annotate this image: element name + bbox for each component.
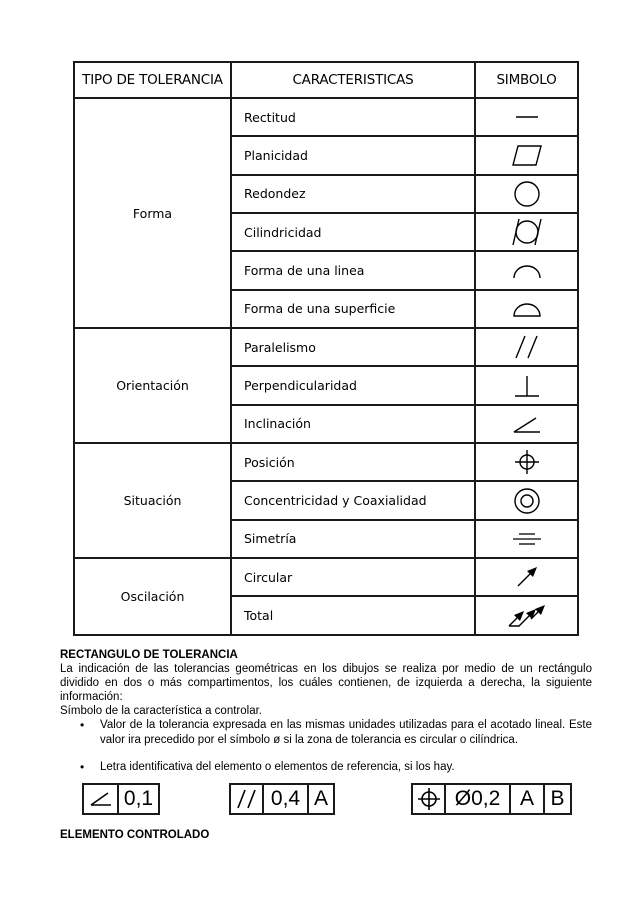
characteristic-cell: Posición bbox=[231, 443, 475, 481]
table-header-row bbox=[74, 62, 578, 98]
concentricity-icon bbox=[512, 486, 542, 516]
line-profile-icon bbox=[510, 261, 544, 281]
characteristic-cell: Forma de una superficie bbox=[231, 290, 475, 328]
angularity-icon bbox=[510, 412, 544, 436]
circular-runout-icon bbox=[512, 562, 542, 592]
header-symbol: SIMBOLO bbox=[475, 62, 578, 98]
characteristic-cell: Concentricidad y Coaxialidad bbox=[231, 481, 475, 519]
characteristic-cell: Planicidad bbox=[231, 136, 475, 174]
tolerance-value: 0,4 bbox=[264, 785, 309, 813]
total-runout-icon bbox=[505, 601, 549, 631]
circularity-icon bbox=[512, 179, 542, 209]
characteristic-cell: Paralelismo bbox=[231, 328, 475, 366]
cylindricity-icon bbox=[509, 216, 545, 248]
section-title: RECTANGULO DE TOLERANCIA bbox=[60, 649, 238, 661]
group-oscilacion: Oscilación bbox=[74, 558, 231, 635]
table-row bbox=[74, 98, 578, 136]
characteristic-cell: Inclinación bbox=[231, 405, 475, 443]
bullet-dot: • bbox=[80, 760, 85, 774]
position-icon bbox=[512, 447, 542, 477]
perpendicularity-icon bbox=[511, 372, 543, 400]
table-row bbox=[74, 558, 578, 596]
tolerance-frame bbox=[229, 783, 335, 815]
datum-reference: B bbox=[550, 787, 565, 810]
characteristic-cell: Perpendicularidad bbox=[231, 366, 475, 404]
group-forma: Forma bbox=[74, 98, 231, 328]
intro-paragraph: La indicación de las tolerancias geométricas en los dibujos se realiza por medio de un rectángulo dividido en dos o más compartimentos, los cuáles contienen, de izquierda a derecha, la siguiente información: bbox=[60, 663, 592, 703]
bullet-item: Letra identificativa del elemento o elementos de referencia, si los hay. bbox=[100, 761, 455, 773]
next-section-title: ELEMENTO CONTROLADO bbox=[60, 829, 210, 841]
table-row bbox=[74, 443, 578, 481]
angularity-icon bbox=[88, 789, 114, 809]
characteristic-cell: Cilindricidad bbox=[231, 213, 475, 251]
characteristic-cell: Rectitud bbox=[231, 98, 475, 136]
header-type: TIPO DE TOLERANCIA bbox=[74, 62, 231, 98]
datum-reference: A bbox=[313, 787, 328, 810]
tolerance-frame bbox=[411, 783, 572, 815]
flatness-icon bbox=[509, 143, 545, 169]
characteristic-cell: Forma de una linea bbox=[231, 251, 475, 289]
header-characteristic: CARACTERISTICAS bbox=[231, 62, 475, 98]
bullet-dot: • bbox=[80, 718, 85, 732]
group-orientacion: Orientación bbox=[74, 328, 231, 443]
table-row bbox=[74, 328, 578, 366]
characteristic-cell: Simetría bbox=[231, 520, 475, 558]
tolerance-table bbox=[73, 61, 579, 636]
bullet-item: Valor de la tolerancia expresada en las mismas unidades utilizadas para el acotado lineal. Este valor ira precedido por el símbolo ø si la zona de tolerancia es circular o cilíndrica. bbox=[100, 719, 592, 746]
parallelism-icon bbox=[235, 788, 259, 810]
characteristic-cell: Circular bbox=[231, 558, 475, 596]
tolerance-value: 0,1 bbox=[123, 787, 154, 810]
parallelism-icon bbox=[511, 333, 543, 361]
datum-reference: A bbox=[511, 785, 545, 813]
surface-profile-icon bbox=[510, 299, 544, 319]
tolerance-value: Ø0,2 bbox=[446, 785, 511, 813]
group-situacion: Situación bbox=[74, 443, 231, 558]
symbol-line: Símbolo de la característica a controlar. bbox=[60, 705, 262, 717]
symmetry-icon bbox=[510, 529, 544, 549]
characteristic-cell: Redondez bbox=[231, 175, 475, 213]
tolerance-frame bbox=[82, 783, 160, 815]
position-icon bbox=[417, 787, 441, 811]
straightness-icon bbox=[512, 107, 542, 127]
characteristic-cell: Total bbox=[231, 596, 475, 635]
